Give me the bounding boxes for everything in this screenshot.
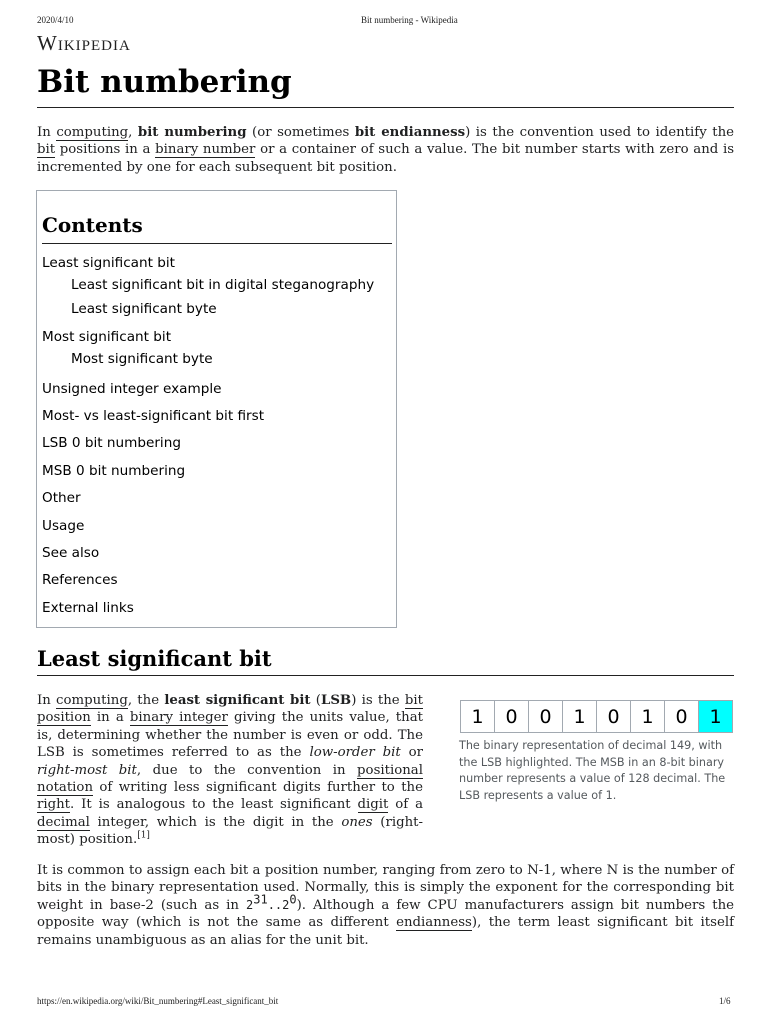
- print-page-number: 1/6: [719, 996, 731, 1006]
- link-digit[interactable]: digit: [357, 797, 389, 813]
- bit-cell: 1: [562, 700, 597, 733]
- link-positional-notation[interactable]: positional notation: [37, 762, 423, 796]
- bit-cell: 1: [630, 700, 665, 733]
- toc-item-other[interactable]: Other: [42, 490, 81, 506]
- toc-item-lsb-0[interactable]: LSB 0 bit numbering: [42, 435, 181, 451]
- table-of-contents: [36, 190, 397, 628]
- bit-cell: 0: [596, 700, 631, 733]
- bit-cell: 0: [528, 700, 563, 733]
- link-computing[interactable]: computing: [56, 125, 129, 140]
- link-right[interactable]: right: [37, 797, 71, 813]
- toc-item-least-significant-byte[interactable]: Least significant byte: [71, 301, 217, 317]
- toc-item-external-links[interactable]: External links: [42, 600, 134, 616]
- toc-divider: [42, 243, 392, 244]
- toc-item-msb-0[interactable]: MSB 0 bit numbering: [42, 463, 186, 479]
- toc-item-lsb-steganography[interactable]: Least significant bit in digital steganography: [71, 277, 375, 293]
- toc-item-unsigned-integer-example[interactable]: Unsigned integer example: [42, 381, 222, 397]
- link-decimal[interactable]: decimal: [37, 814, 90, 830]
- toc-item-least-significant-bit[interactable]: Least significant bit: [42, 255, 176, 271]
- section-divider: [37, 675, 734, 676]
- section-heading-lsb: Least significant bit: [37, 646, 272, 671]
- link-binary-integer[interactable]: binary integer: [129, 710, 228, 726]
- title-divider: [37, 107, 734, 108]
- toc-item-bit-first[interactable]: Most- vs least-significant bit first: [42, 408, 265, 424]
- toc-item-references[interactable]: References: [42, 572, 118, 588]
- toc-title: Contents: [42, 213, 143, 237]
- link-binary-number[interactable]: binary number: [155, 142, 256, 158]
- link-computing-2[interactable]: computing: [56, 693, 128, 708]
- binary-149-figure: [460, 700, 733, 733]
- wikipedia-logo-text: Wikipedia: [37, 31, 131, 55]
- reference-link-1[interactable]: [1]: [137, 830, 150, 841]
- toc-item-most-significant-bit[interactable]: Most significant bit: [42, 329, 172, 345]
- page-title: Bit numbering: [37, 64, 292, 100]
- intro-paragraph: In computing, bit numbering (or sometimes bit endianness) is the convention used to identify the bit positions in a binary number or a container of such a value. The bit number starts with zero and is incremented by one for each subsequent bit position.: [37, 125, 735, 175]
- lsb-paragraph: In computing, the least significant bit (LSB) is the bit position in a binary integer giving the units value, that is, determining whether the number is even or odd. The LSB is sometimes referred to as the low-order bit or right-most bit, due to the convention in positional notation of writing less significant digits further to the right. It is analogous to the least significant digit of a decimal integer, which is the digit in the ones (right-most) position.[1]: [37, 693, 424, 848]
- bit-cell: 0: [494, 700, 529, 733]
- figure-caption: The binary representation of decimal 149, with the LSB highlighted. The MSB in an 8-bit binary number represents a value of 128 decimal. The LSB represents a value of 1.: [459, 739, 726, 802]
- wikipedia-logo[interactable]: [37, 31, 131, 56]
- lsb-highlighted-bit: 1: [698, 700, 733, 733]
- bit-cell: 0: [664, 700, 699, 733]
- link-bit-position[interactable]: bit position: [37, 693, 424, 726]
- print-title: Bit numbering - Wikipedia: [361, 15, 458, 25]
- link-bit[interactable]: bit: [37, 142, 56, 158]
- bit-position-paragraph: It is common to assign each bit a position number, ranging from zero to N-1, where N is the number of bits in the binary representation used. Normally, this is simply the exponent for the corresponding bit weight in base-2 (such as in $2^{31}..2^0$). Although a few CPU manufacturers assign bit numbers the opposite way (which is not the same as different endianness), the term least significant bit itself remains unambiguous as an alias for the unit bit.: [37, 863, 734, 948]
- print-date: 2020/4/10: [37, 15, 74, 25]
- print-url: https://en.wikipedia.org/wiki/Bit_numbering#Least_significant_bit: [37, 996, 279, 1006]
- bit-cell: 1: [460, 700, 495, 733]
- toc-item-most-significant-byte[interactable]: Most significant byte: [71, 351, 213, 367]
- toc-item-see-also[interactable]: See also: [42, 545, 100, 561]
- toc-item-usage[interactable]: Usage: [42, 518, 85, 534]
- link-endianness[interactable]: endianness: [396, 915, 472, 931]
